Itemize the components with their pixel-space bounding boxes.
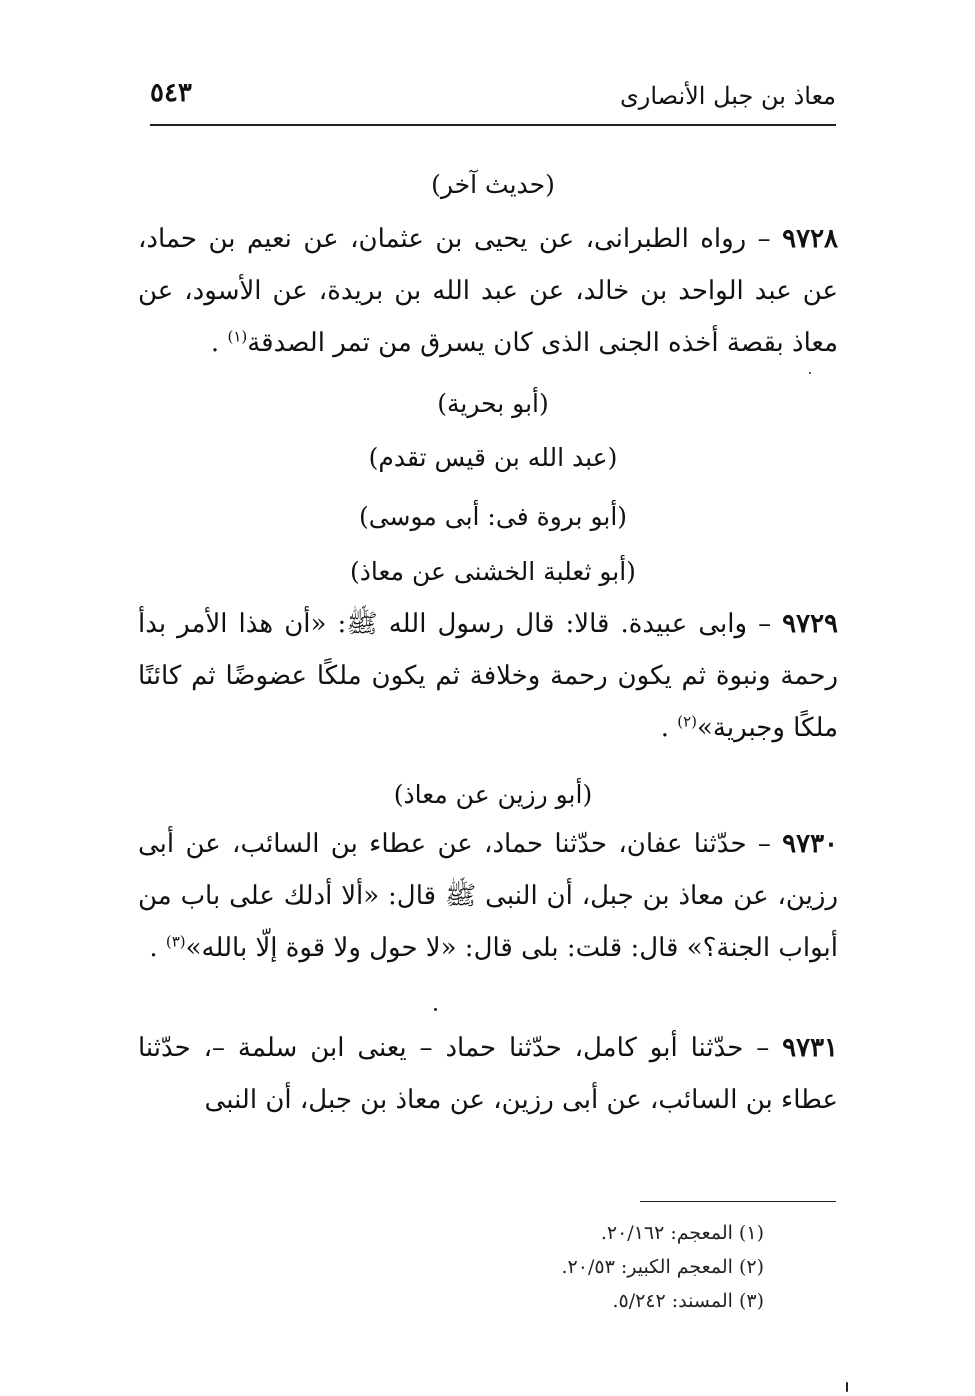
hadith-9729 <box>138 598 838 754</box>
speck <box>846 1382 848 1392</box>
hadith-number: ٩٧٢٩ <box>782 609 838 639</box>
hadith-text: – رواه الطبرانى، عن يحيى بن عثمان، عن نعيم بن حماد، عن عبد الواحد بن خالد، عن عبد الله بن بريدة، عن الأسود، عن معاذ بقصة أخذه الجنى الذى كان يسرق من تمر الصدقة <box>138 224 838 358</box>
section-heading: (حديث آخر) <box>431 170 555 199</box>
footnote-rule <box>640 1201 836 1202</box>
hadith-end: . <box>660 713 678 743</box>
hadith-number: ٩٧٣١ <box>782 1033 838 1063</box>
speck <box>809 372 811 374</box>
page-header <box>150 78 836 118</box>
section-heading: (أبو بروة فى: أبى موسى) <box>358 502 628 531</box>
footnotes <box>450 1216 764 1318</box>
section-heading: (أبو بحرية) <box>437 389 549 418</box>
hadith-end: . <box>149 933 166 963</box>
running-title: معاذ بن جبل الأنصارى <box>619 82 836 110</box>
footnote: (٣) المسند: ٥/٢٤٢. <box>612 1290 764 1312</box>
hadith-end: . <box>210 328 228 358</box>
footnote: (٢) المعجم الكبير: ٢٠/٥٣. <box>561 1256 764 1278</box>
header-rule <box>150 124 836 126</box>
hadith-text: – حدّثنا أبو كامل، حدّثنا حماد – يعنى ابن سلمة –، حدّثنا عطاء بن السائب، عن أبى رزين، عن معاذ بن جبل، أن النبى <box>138 1033 838 1115</box>
section-heading: (عبد الله بن قيس تقدم) <box>368 443 618 472</box>
footnote-ref: (٢) <box>677 712 698 731</box>
hadith-number: ٩٧٢٨ <box>782 224 838 254</box>
hadith-9730 <box>138 818 838 974</box>
hadith-number: ٩٧٣٠ <box>782 829 838 859</box>
speck <box>434 1008 437 1011</box>
hadith-text: – وابى عبيدة. قالا: قال رسول الله ﷺ: «أن هذا الأمر بدأ رحمة ونبوة ثم يكون رحمة وخلافة ثم يكون ملكًا عضوضًا ثم كائنًا ملكًا وجبرية» <box>138 609 838 743</box>
footnote: (١) المعجم: ٢٠/١٦٢. <box>600 1222 764 1244</box>
section-heading: (أبو ثعلبة الخشنى عن معاذ) <box>350 557 636 586</box>
hadith-text: – حدّثنا عفان، حدّثنا حماد، عن عطاء بن السائب، عن أبى رزين، عن معاذ بن جبل، أن النبى ﷺ قال: «ألا أدلك على باب من أبواب الجنة؟» قال: قلت: بلى قال: «لا حول ولا قوة إلّا بالله» <box>138 829 838 963</box>
section-heading: (أبو رزين عن معاذ) <box>393 780 593 809</box>
footnote-ref: (٣) <box>165 932 186 951</box>
page-number: ٥٤٣ <box>150 78 192 108</box>
hadith-9731 <box>138 1022 838 1126</box>
hadith-9728 <box>138 213 838 369</box>
footnote-ref: (١) <box>227 327 248 346</box>
